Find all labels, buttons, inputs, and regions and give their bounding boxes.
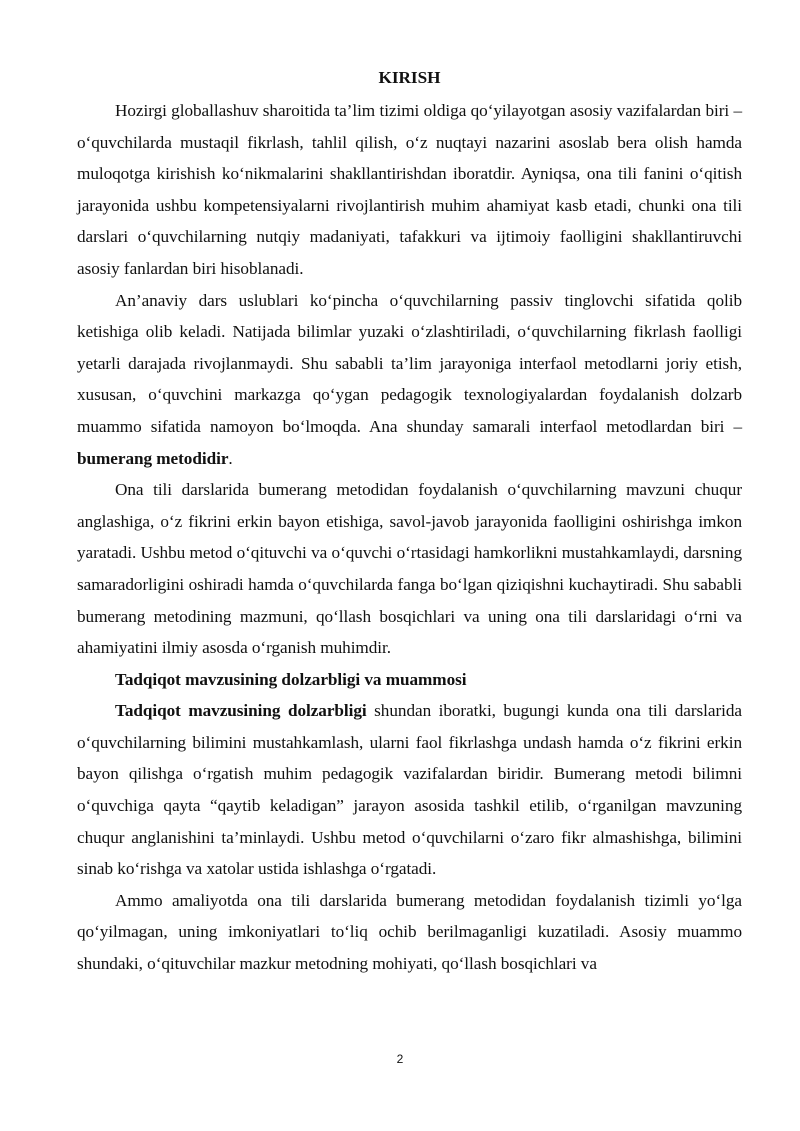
page-number: 2 <box>396 1052 404 1066</box>
document-page <box>77 68 742 980</box>
paragraph-traditional-methods <box>77 285 742 475</box>
paragraph-bumerang-benefits: Ona tili darslarida bumerang metodidan foydalanish o‘quvchilarning mavzuni chuqur anglashiga, o‘z fikrini erkin bayon etishiga, savol-javob jarayonida faolligini oshirishga imkon yaratadi. Ushbu metod o‘qituvchi va o‘quvchi o‘rtasidagi hamkorlikni mustahkamlaydi, darsning samaradorligini oshiradi hamda o‘quvchilarda fanga bo‘lgan qiziqishni kuchaytiradi. Shu sababli bumerang metodining mazmuni, qo‘llash bosqichlari va uning ona tili darslaridagi o‘rni va ahamiyatini ilmiy asosda o‘rganish muhimdir. <box>77 480 742 658</box>
paragraph-text: An’anaviy dars uslublari ko‘pincha o‘quvchilarning passiv tinglovchi sifatida qolib ketishiga olib keladi. Natijada bilimlar yuzaki o‘zlashtiriladi, o‘quvchilarning fikrlash faolligi yetarli darajada rivojlanmaydi. Shu sababli ta’lim jarayoniga interfaol metodlarni joriy etish, xususan, o‘quvchini markazga qo‘ygan pedagogik texnologiyalardan foydalanish dolzarb muammo sifatida namoyon bo‘lmoqda. Ana shunday samarali interfaol metodlardan biri – <box>77 290 742 436</box>
paragraph-end-punct: . <box>228 448 233 468</box>
paragraph-relevance <box>77 695 742 885</box>
bold-term-bumerang: bumerang metodidir <box>77 448 229 468</box>
paragraph-intro: Hozirgi globallashuv sharoitida ta’lim tizimi oldiga qo‘yilayotgan asosiy vazifalardan biri – o‘quvchilarda mustaqil fikrlash, tahlil qilish, o‘z nuqtayi nazarini asoslab bera olish hamda muloqotga kirishish ko‘nikmalarini shakllantirishdan iboratdir. Ayniqsa, ona tili fanini o‘qitish jarayonida ushbu kompetensiyalarni rivojlantirish muhim ahamiyat kasb etadi, chunki ona tili darslari o‘quvchilarning nutqiy madaniyati, tafakkuri va ijtimoiy faolligini shakllantiruvchi asosiy fanlardan biri hisoblanadi. <box>77 101 742 278</box>
paragraph-problem: Ammo amaliyotda ona tili darslarida bumerang metodidan foydalanish tizimli yo‘lga qo‘yilmagan, uning imkoniyatlari to‘liq ochib berilmaganligi kuzatiladi. Asosiy muammo shundaki, o‘qituvchilar mazkur metodning mohiyati, qo‘llash bosqichlari va <box>77 890 742 974</box>
paragraph-text: shundan iboratki, bugungi kunda ona tili darslarida o‘quvchilarning bilimini mustahkamlash, ularni faol fikrlashga undash hamda o‘z fikrini erkin bayon qilishga o‘rgatish muhim pedagogik vazifalardan biridir. Bumerang metodi bilimni o‘quvchiga qayta “qaytib keladigan” jarayon asosida tashkil etilib, o‘rganilgan mavzuning chuqur anglanishini ta’minlaydi. Ushbu metod o‘quvchilarni o‘zaro fikr almashishga, bilimini sinab ko‘rishga va xatolar ustida ishlashga o‘rgatadi. <box>77 701 742 879</box>
section-title: KIRISH <box>378 68 441 87</box>
bold-term-relevance: Tadqiqot mavzusining dolzarbligi <box>115 701 367 721</box>
subsection-heading: Tadqiqot mavzusining dolzarbligi va muammosi <box>115 669 467 689</box>
